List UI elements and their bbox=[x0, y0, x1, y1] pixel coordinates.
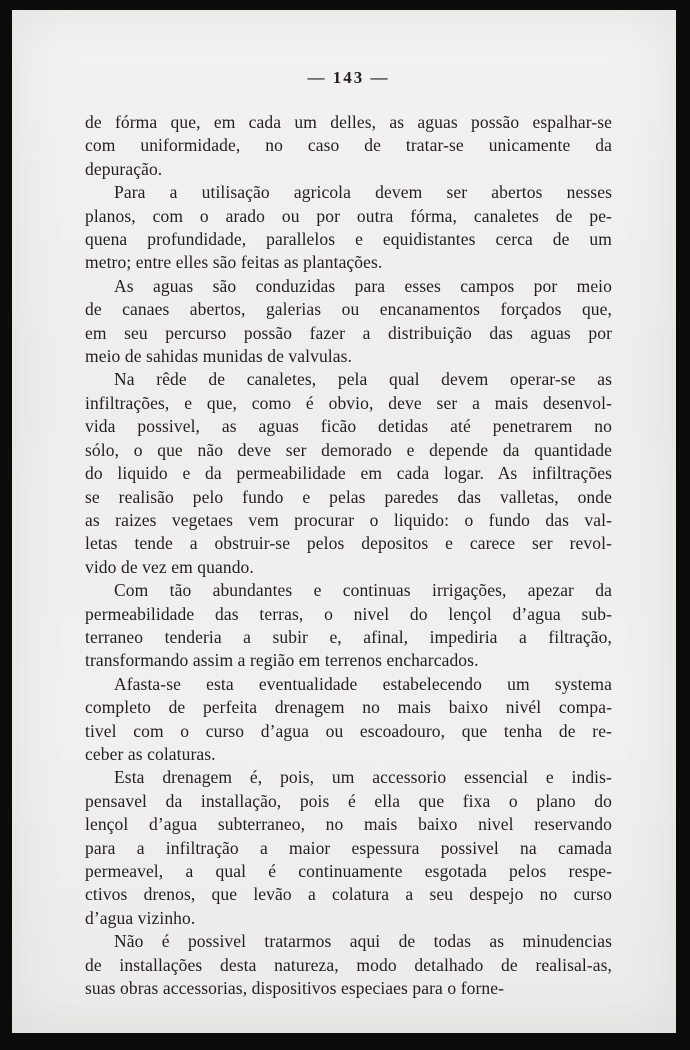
text-line: meio de sahidas munidas de valvulas. bbox=[85, 346, 353, 367]
text-line: do liquido e da permeabilidade em cada logar. As infiltrações bbox=[85, 463, 612, 484]
text-line: transformando assim a região em terrenos encharcados. bbox=[85, 650, 479, 671]
text-line: de fórma que, em cada um delles, as aguas possão espalhar-se bbox=[85, 112, 612, 132]
text-line: letas tende a obstruir-se pelos depositos e carece ser revol- bbox=[85, 533, 612, 554]
text-line: infiltrações, e que, como é obvio, deve ser a mais desenvol- bbox=[85, 392, 612, 413]
text-line: as raizes vegetaes vem procurar o liquido: o fundo das val- bbox=[85, 509, 612, 530]
text-line: depuração. bbox=[85, 158, 163, 179]
text-line: com uniformidade, no caso de tratar-se unicamente da bbox=[85, 135, 612, 156]
text-line: vido de vez em quando. bbox=[85, 556, 254, 577]
text-line: de installações desta natureza, modo detalhado de realisal-as, bbox=[85, 954, 612, 975]
text-line: ctivos drenos, que levão a colatura a seu despejo no curso bbox=[85, 884, 612, 905]
text-line: As aguas são conduzidas para esses campos por meio bbox=[114, 275, 612, 296]
text-line: permeabilidade das terras, o nivel do lençol d’agua sub- bbox=[85, 603, 612, 624]
text-line: Com tão abundantes e continuas irrigações, apezar da bbox=[114, 580, 612, 601]
book-page bbox=[12, 10, 676, 1033]
text-line: lençol d’agua subterraneo, no mais baixo nivel reservando bbox=[85, 814, 612, 835]
text-line: pensavel da installação, pois é ella que fixa o plano do bbox=[85, 790, 612, 811]
text-line: Para a utilisação agricola devem ser abertos nesses bbox=[114, 182, 612, 203]
text-line: terraneo tenderia a subir e, afinal, impediria a filtração, bbox=[85, 626, 612, 647]
page-number: — 143 — bbox=[307, 68, 390, 87]
text-line: Afasta-se esta eventualidade estabelecendo um systema bbox=[114, 673, 612, 694]
text-line: suas obras accessorias, dispositivos especiaes para o forne- bbox=[85, 978, 505, 999]
text-line: sólo, o que não deve ser demorado e depende da quantidade bbox=[85, 439, 612, 460]
text-line: permeavel, a qual é continuamente esgotada pelos respe- bbox=[85, 861, 612, 881]
text-line: se realisão pelo fundo e pelas paredes das valletas, onde bbox=[85, 486, 612, 507]
text-line: completo de perfeita drenagem no mais baixo nivél compa- bbox=[85, 697, 612, 718]
text-line: d’agua vizinho. bbox=[85, 907, 196, 928]
text-line: de canaes abertos, galerias ou encanamentos forçados que, bbox=[85, 299, 612, 320]
text-line: quena profundidade, parallelos e equidistantes cerca de um bbox=[85, 229, 612, 250]
text-line: Na rêde de canaletes, pela qual devem operar-se as bbox=[114, 369, 612, 390]
page-text bbox=[85, 111, 612, 1000]
text-line: tivel com o curso d’agua ou escoadouro, que tenha de re- bbox=[85, 720, 612, 741]
text-line: planos, com o arado ou por outra fórma, canaletes de pe- bbox=[85, 205, 612, 226]
text-line: vida possivel, as aguas ficão detidas até penetrarem no bbox=[85, 416, 612, 437]
text-line: Não é possivel tratarmos aqui de todas as minudencias bbox=[114, 931, 612, 952]
text-line: metro; entre elles são feitas as plantações. bbox=[85, 252, 383, 273]
text-line: Esta drenagem é, pois, um accessorio essencial e indis- bbox=[114, 767, 612, 788]
text-line: ceber as colaturas. bbox=[85, 743, 216, 764]
text-line: para a infiltração a maior espessura possivel na camada bbox=[85, 837, 612, 858]
text-line: em seu percurso possão fazer a distribuição das aguas por bbox=[85, 322, 612, 343]
